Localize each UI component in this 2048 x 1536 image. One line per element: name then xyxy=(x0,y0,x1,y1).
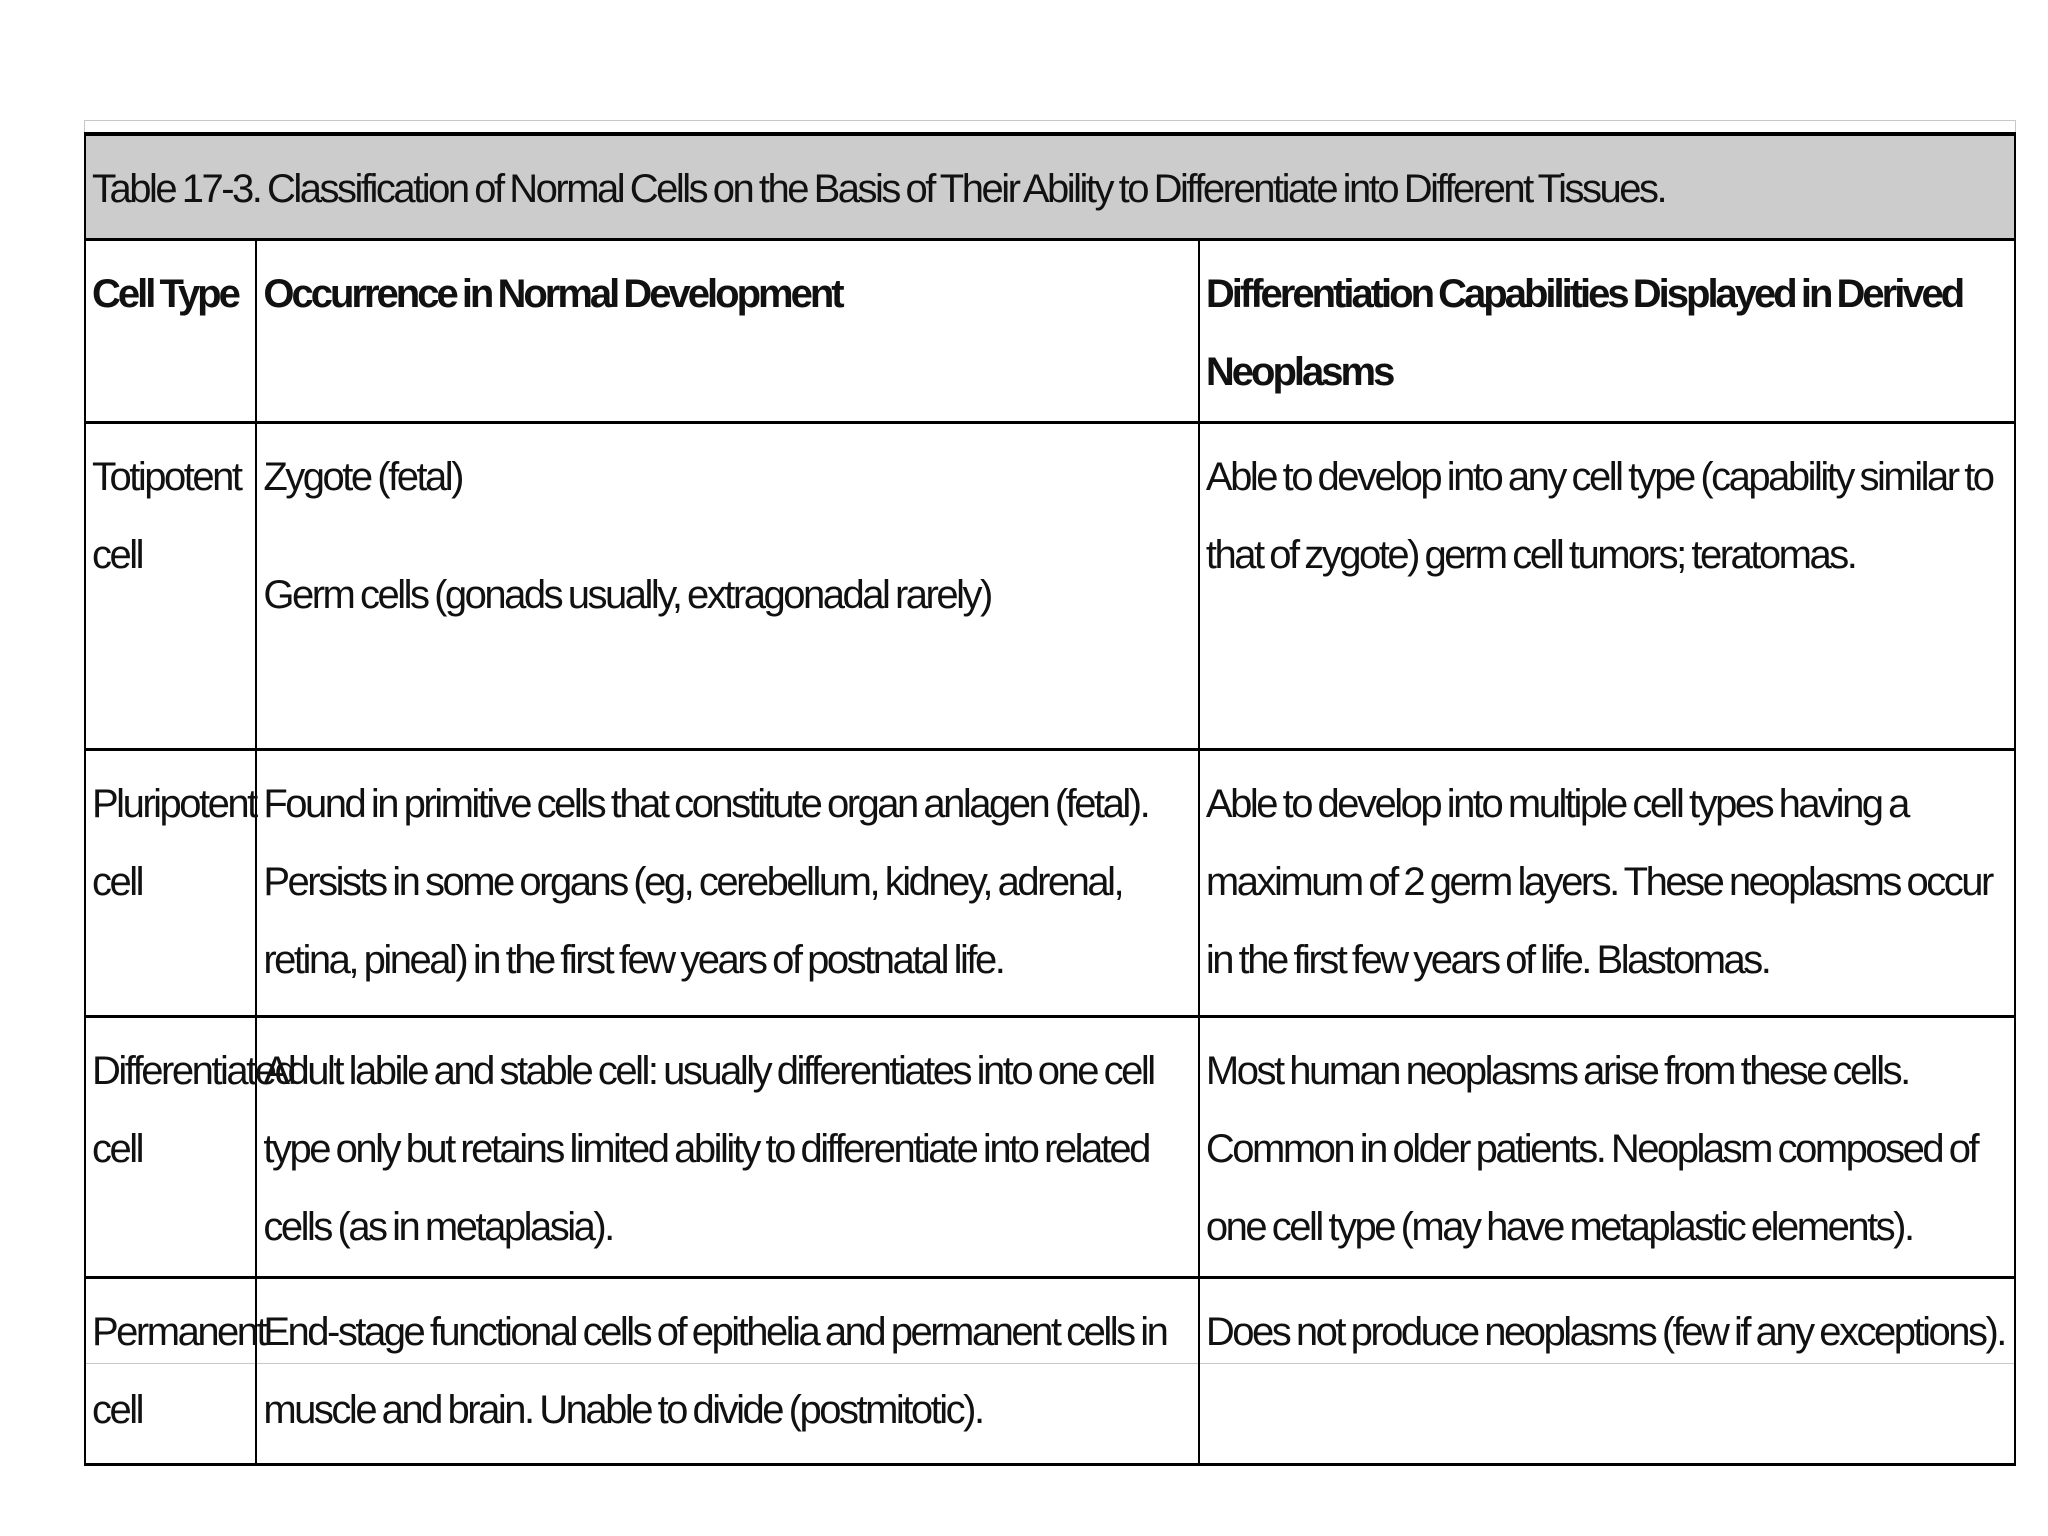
table-row xyxy=(85,1278,2015,1465)
table-caption: Table 17-3. Classification of Normal Cells on the Basis of Their Ability to Differentiate into Different Tissues. xyxy=(85,134,2015,240)
table-row xyxy=(85,750,2015,1017)
cell-type-cell: Totipotent cell xyxy=(85,423,256,750)
table-row xyxy=(85,1017,2015,1278)
table-header-row xyxy=(85,240,2015,423)
capability-cell: Able to develop into multiple cell types having a maximum of 2 germ layers. These neoplasms occur in the first few years of life. Blastomas. xyxy=(1199,750,2015,1017)
paragraph-gap xyxy=(263,516,1190,556)
cell-classification-table xyxy=(84,132,2016,1466)
occurrence-line: Germ cells (gonads usually, extragonadal rarely) xyxy=(263,573,991,617)
header-cell-type: Cell Type xyxy=(85,240,256,423)
table-row xyxy=(85,423,2015,750)
cell-type-cell: Differentiated cell xyxy=(85,1017,256,1278)
capability-cell: Able to develop into any cell type (capability similar to that of zygote) germ cell tumors; teratomas. xyxy=(1199,423,2015,750)
cell-type-cell: Permanent cell xyxy=(85,1278,256,1465)
table-container xyxy=(84,132,2016,1466)
capability-cell: Most human neoplasms arise from these cells. Common in older patients. Neoplasm composed of one cell type (may have metaplastic elements). xyxy=(1199,1017,2015,1278)
occurrence-line: Zygote (fetal) xyxy=(263,455,463,499)
occurrence-cell: End-stage functional cells of epithelia and permanent cells in muscle and brain. Unable to divide (postmitotic). xyxy=(256,1278,1199,1465)
capability-cell: Does not produce neoplasms (few if any exceptions). xyxy=(1199,1278,2015,1465)
table-caption-row xyxy=(85,134,2015,240)
cell-type-cell: Pluripotent cell xyxy=(85,750,256,1017)
occurrence-cell xyxy=(256,423,1199,750)
header-capability: Differentiation Capabilities Displayed in Derived Neoplasms xyxy=(1199,240,2015,423)
header-occurrence: Occurrence in Normal Development xyxy=(256,240,1199,423)
occurrence-cell: Found in primitive cells that constitute organ anlagen (fetal). Persists in some organs (eg, cerebellum, kidney, adrenal, retina, pineal) in the first few years of postnatal life. xyxy=(256,750,1199,1017)
occurrence-cell: Adult labile and stable cell: usually differentiates into one cell type only but retains limited ability to differentiate into related cells (as in metaplasia). xyxy=(256,1017,1199,1278)
